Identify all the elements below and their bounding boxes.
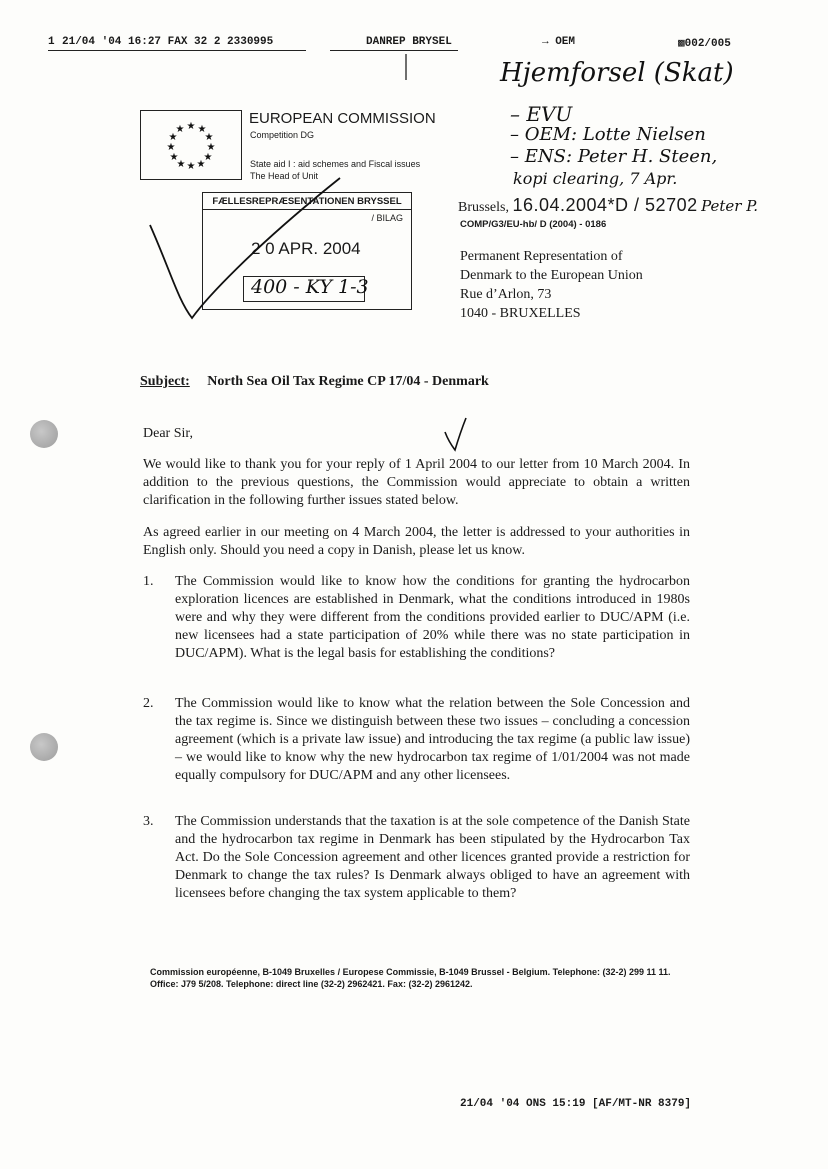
item-number: 3. [143, 814, 154, 829]
salutation: Dear Sir, [143, 426, 193, 441]
stamp-date: 2 0 APR. 2004 [251, 239, 361, 258]
date-annotation: Peter P. [701, 197, 759, 215]
svg-text:★: ★ [166, 142, 176, 153]
subject-text: North Sea Oil Tax Regime CP 17/04 - Denmark [207, 374, 489, 389]
handwritten-note: kopi clearing, 7 Apr. [513, 169, 678, 188]
body-paragraph: We would like to thank you for your reply of 1 April 2004 to our letter from 10 March 2004. In addition to the previous questions, the Commission would appreciate to obtain a written clarification in the following further issues stated below. [143, 457, 690, 508]
svg-text:★: ★ [186, 121, 196, 132]
svg-text:★: ★ [169, 152, 179, 163]
item-text: The Commission would like to know what the relation between the Sole Concession and the tax regime is. Since we distinguish between these two issues – concluding a concession agreement (which is a private law issue) and introducing the tax regime (a public law issue) – we would like to know why the new hydrocarbon tax regime of 1/01/2004 was not made equally compulsory for DUC/APM and any other licensees. [175, 696, 690, 783]
checkmark-stroke [445, 418, 466, 450]
commission-unit-line: The Head of Unit [250, 171, 319, 181]
fax-recipient: → OEM [542, 36, 576, 48]
letter-reference: COMP/G3/EU-hb/ D (2004) - 0186 [460, 219, 607, 230]
address-line: 1040 - BRUXELLES [460, 306, 581, 321]
address-line: Rue d’Arlon, 73 [460, 287, 552, 302]
handwritten-note: – EVU [510, 102, 573, 126]
svg-text:★: ★ [206, 142, 216, 153]
subject-label: Subject: [140, 374, 190, 389]
item-text: The Commission understands that the taxation is at the sole competence of the Danish State and the hydrocarbon tax regime in Denmark has been stipulated by the Hydrocarbon Tax Act. Do the Sole Concession agreement and other licences granted provide a restriction for Denmark to change the tax rules? Is Denmark always obliged to have an agreement with licensees before changing the tax system applicable to them? [175, 814, 690, 901]
body-paragraph: As agreed earlier in our meeting on 4 March 2004, the letter is addressed to your authorities in English only. Should you need a copy in Danish, please let us know. [143, 525, 690, 558]
svg-text:★: ★ [197, 124, 207, 135]
fax-sender: DANREP BRYSEL [366, 36, 452, 48]
fax-page-marker: 1 [48, 36, 55, 48]
item-number: 1. [143, 574, 154, 589]
address-line: Denmark to the European Union [460, 268, 643, 283]
subject-line [140, 374, 489, 390]
svg-text:★: ★ [203, 152, 213, 163]
recipient-address [460, 247, 643, 323]
letter-date [458, 195, 758, 216]
footer-line: Commission européenne, B-1049 Bruxelles / Europese Commissie, B-1049 Brussel - Belgium. Telephone: (32-2) 299 11 11. [150, 967, 671, 977]
checkmark-stroke [150, 178, 340, 318]
svg-text:★: ★ [175, 124, 185, 135]
item-text: The Commission would like to know how the conditions for granting the hydrocarbon exploration licences are established in Denmark, what the conditions introduced in 1980s were and why they were different from the conditions provided earlier to DUC/APM (i.e. new licensees had a state participation of 20% while there was no state participation in DUC/APM). What is the legal basis for establishing the conditions? [175, 574, 690, 661]
stamp-ref: 400 - KY 1-3 [251, 276, 369, 298]
date-prefix: Brussels, [458, 200, 509, 215]
address-line: Permanent Representation of [460, 249, 623, 264]
handwritten-note: – OEM: Lotte Nielsen [510, 124, 706, 145]
svg-text:★: ★ [186, 161, 196, 172]
svg-text:★: ★ [168, 132, 178, 143]
svg-text:★: ★ [176, 159, 186, 170]
commission-title: EUROPEAN COMMISSION [249, 110, 436, 127]
commission-unit-line: State aid I : aid schemes and Fiscal issues [250, 159, 421, 169]
stamp-title: FÆLLESREPRÆSENTATIONEN BRYSSEL [203, 196, 411, 210]
item-number: 2. [143, 696, 154, 711]
fax-transmission-info: 21/04 '04 16:27 FAX 32 2 2330995 [62, 36, 274, 48]
date-stamp: 16.04.2004*D / 52702 [512, 195, 698, 215]
fax-trailer: 21/04 '04 ONS 15:19 [AF/MT-NR 8379] [460, 1098, 692, 1110]
svg-text:★: ★ [196, 159, 206, 170]
handwritten-note: Hjemforsel (Skat) [500, 58, 734, 88]
footer-line: Office: J79 5/208. Telephone: direct line (32-2) 2962421. Fax: (32-2) 2961242. [150, 979, 473, 989]
letter-footer [150, 966, 750, 990]
svg-text:★: ★ [204, 132, 214, 143]
stamp-bilag: / BILAG [371, 213, 403, 223]
fax-page-number: ▩002/005 [678, 38, 731, 50]
handwritten-note: – ENS: Peter H. Steen, [510, 146, 718, 167]
commission-dg: Competition DG [250, 130, 315, 140]
